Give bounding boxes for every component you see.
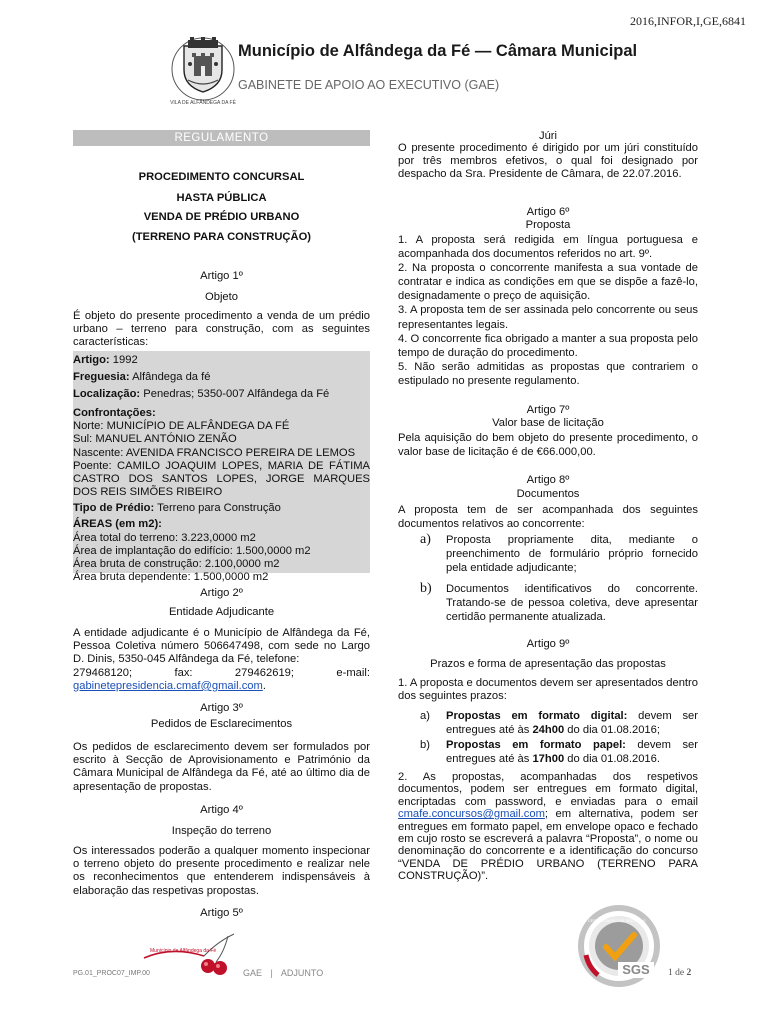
area-dependente: Área bruta dependente: 1.500,0000 m2 <box>73 571 269 584</box>
heading-hasta: HASTA PÚBLICA <box>176 192 267 204</box>
confrontacao-poente-1: Poente: CAMILO JOAQUIM LOPES, MARIA DE FÁTIMA <box>73 459 370 472</box>
article-8-item-a <box>420 533 698 575</box>
freguesia-value: Alfândega da fé <box>129 371 211 383</box>
item-9b-time: 17h00 <box>532 753 565 765</box>
item-9b-bold: Propostas em formato papel: <box>446 739 626 751</box>
confrontacao-poente-3: DOS REIS SIMÕES RIBEIRO <box>73 486 223 499</box>
area-construcao: Área bruta de construção: 2.100,0000 m2 <box>73 558 280 571</box>
freguesia-label: Freguesia: <box>73 371 130 383</box>
property-details <box>73 354 370 584</box>
article-2-body: A entidade adjudicante é o Município de Alfândega da Fé, Pessoa Coletiva número 506647498, com sede no Largo D. Dinis, 5350-045 Alfândega da Fé, telefone: <box>73 627 370 666</box>
area-total: Área total do terreno: 3.223,0000 m2 <box>73 531 256 544</box>
page-of: de <box>672 968 687 978</box>
item-b-label: b) <box>420 581 432 596</box>
item-9a-bold: Propostas em formato digital: <box>446 710 628 722</box>
concursos-email-link[interactable]: cmafe.concursos@gmail.com <box>398 808 545 821</box>
article-9-p2-part2: ; em alternativa, podem ser entregues em formato papel, em envelope opaco e fechado em cujo rosto se escreverá a palavra “Proposta”, o nome ou denominação do concorrente e a identificação do concurso “VENDA DE PRÉDIO URBANO (TERRENO PARA CONSTRUÇÃO)”. <box>398 808 698 883</box>
confrontacoes-label: Confrontações: <box>73 407 156 419</box>
sgs-logo: SGS <box>618 962 654 978</box>
certification-text: CERTIFICAÇÃO DE SISTEMAS <box>588 918 646 923</box>
article-6-p3: 3. A proposta tem de ser assinada pelo concorrente ou seus representantes legais. <box>398 304 698 331</box>
article-3-name: Pedidos de Esclarecimentos <box>150 718 293 730</box>
article-3-number: Artigo 3º <box>200 702 243 714</box>
artigo-label: Artigo: <box>73 354 110 366</box>
footer-municipality-logo <box>142 932 242 978</box>
article-7-number: Artigo 7º <box>526 404 570 416</box>
article-6-p4: 4. O concorrente fica obrigado a manter a sua proposta pelo tempo de duração do procedimento. <box>398 332 698 359</box>
item-9b-label: b) <box>420 739 430 751</box>
footer-department <box>243 968 323 978</box>
heading-venda: VENDA DE PRÉDIO URBANO <box>143 211 300 223</box>
article-9-item-b <box>420 738 698 766</box>
area-implantacao: Área de implantação do edifício: 1.500,0000 m2 <box>73 544 311 557</box>
article-6-p2: 2. Na proposta o concorrente manifesta a sua vontade de contratar e indica as condições em que se dispõe a fazê-lo, designadamente o preço de aquisição. <box>398 262 698 303</box>
tipo-label: Tipo de Prédio: <box>73 502 155 515</box>
fax-label: fax: <box>174 666 193 679</box>
page-number: 1 <box>668 968 673 978</box>
article-5-number: Artigo 5º <box>200 907 243 919</box>
item-9a-time: 24h00 <box>532 724 565 736</box>
confrontacao-poente-2: CASTRO DOS SANTOS LOPES, JORGE MARQUES <box>73 473 370 486</box>
footer-logo-text: Município de Alfândega da Fé <box>150 948 217 954</box>
article-6-name: Proposta <box>525 219 571 231</box>
municipal-crest-logo <box>170 36 236 102</box>
phone-number: 279468120; <box>73 666 133 679</box>
document-reference: 2016,INFOR,I,GE,6841 <box>630 14 746 28</box>
confrontacao-norte: Norte: MUNICÍPIO DE ALFÂNDEGA DA FÉ <box>73 420 290 433</box>
article-9-name: Prazos e forma de apresentação das propostas <box>430 658 666 670</box>
confrontacao-nascente: Nascente: AVENIDA FRANCISCO PEREIRA DE LEMOS <box>73 446 356 459</box>
item-9a-text2: do dia 01.08.2016; <box>564 724 660 736</box>
page-total: 2 <box>686 968 692 978</box>
article-6-number: Artigo 6º <box>526 206 570 218</box>
tipo-value: Terreno para Construção <box>154 502 281 515</box>
item-b-text: Documentos identificativos do concorrente. Tratando-se de pessoa coletiva, deve apresentar certidão permanente atualizada. <box>446 583 698 623</box>
footer-gae: GAE <box>243 968 263 978</box>
item-a-label: a) <box>420 532 431 547</box>
email-period: . <box>262 679 266 692</box>
article-9-item-a <box>420 709 698 737</box>
crest-caption: VILA DE ALFÂNDEGA DA FÉ <box>170 100 236 106</box>
article-9-number: Artigo 9º <box>526 638 570 650</box>
article-8-number: Artigo 8º <box>526 474 570 486</box>
article-3-text: Os pedidos de esclarecimento devem ser formulados por escrito à Secção de Aprovisionamento e Património da Câmara Municipal de Alfândega da Fé, até ao último dia de apresentação de propostas. <box>73 741 370 793</box>
article-9-p1: 1. A proposta e documentos devem ser apresentados dentro dos seguintes prazos: <box>398 677 698 703</box>
heading-terreno: (TERRENO PARA CONSTRUÇÃO) <box>132 231 311 243</box>
juri-heading: Júri <box>538 130 558 142</box>
page-title: Município de Alfândega da Fé — Câmara Municipal <box>238 42 638 60</box>
article-4-number: Artigo 4º <box>200 804 243 816</box>
heading-procedimento: PROCEDIMENTO CONCURSAL <box>138 171 305 183</box>
item-9b-text1: devem ser entregues até às <box>446 739 698 765</box>
footer-document-code: PG.01_PROC07_IMP.00 <box>73 970 150 977</box>
localizacao-value: Penedras; 5350-007 Alfândega da Fé <box>140 388 330 400</box>
article-2-number: Artigo 2º <box>200 587 243 599</box>
article-1-name: Objeto <box>205 291 238 303</box>
fax-number: 279462619; <box>234 666 295 679</box>
article-8-text: A proposta tem de ser acompanhada dos seguintes documentos relativos ao concorrente: <box>398 504 698 530</box>
item-a-text: Proposta propriamente dita, mediante o preenchimento de formulário próprio fornecido pela entidade adjudicante; <box>446 534 698 574</box>
page-indicator <box>668 968 691 978</box>
article-4-name: Inspeção do terreno <box>171 825 272 837</box>
item-9b-text2: do dia 01.08.2016. <box>564 753 660 765</box>
juri-text: O presente procedimento é dirigido por um júri constituído por três membros efetivos, o qual foi designado por despacho da Sra. Presidente de Câmara, de 22.07.2016. <box>398 142 698 181</box>
article-7-text: Pela aquisição do bem objeto do presente procedimento, o valor base de licitação é de €66.000,00. <box>398 432 698 458</box>
article-1-text: É objeto do presente procedimento a venda de um prédio urbano – terreno para construção, com as seguintes características: <box>73 310 370 349</box>
article-2-name: Entidade Adjudicante <box>168 606 275 618</box>
article-4-text: Os interessados poderão a qualquer momento inspecionar o terreno objeto do presente procedimento e realizar nele os reconhecimentos que entenderem indispensáveis à elaboração das respetivas propostas. <box>73 845 370 897</box>
article-2-text <box>73 627 370 693</box>
item-9a-text1: devem ser entregues até às <box>446 710 698 736</box>
areas-label: ÁREAS (em m2): <box>73 518 162 531</box>
footer-adjunto: ADJUNTO <box>280 968 324 978</box>
article-1-number: Artigo 1º <box>200 270 243 282</box>
item-9a-label: a) <box>420 710 430 722</box>
artigo-value: 1992 <box>109 354 138 366</box>
presidency-email-link[interactable]: gabinetepresidencia.cmaf@gmail.com <box>73 679 263 692</box>
article-6-text <box>398 233 698 388</box>
confrontacao-sul: Sul: MANUEL ANTÓNIO ZENÃO <box>73 433 237 446</box>
email-label: e-mail: <box>336 666 370 679</box>
article-8-item-b <box>420 582 698 624</box>
page-subtitle: GABINETE DE APOIO AO EXECUTIVO (GAE) <box>238 78 500 92</box>
article-9-p2 <box>398 771 698 883</box>
localizacao-label: Localização: <box>73 388 141 400</box>
article-6-p5: 5. Não serão admitidas as propostas que contrariem o estipulado no presente regulamento. <box>398 360 698 387</box>
article-7-name: Valor base de licitação <box>492 417 604 429</box>
footer-separator: | <box>270 968 273 978</box>
article-9-p2-part1: 2. As propostas, acompanhadas dos respetivos documentos, podem ser entregues em formato digital, encriptadas com password, e enviadas para o email <box>398 771 698 808</box>
section-band-regulamento: REGULAMENTO <box>73 130 370 146</box>
article-6-p1: 1. A proposta será redigida em língua portuguesa e acompanhada dos documentos referidos no art. 9º. <box>398 234 698 261</box>
article-8-name: Documentos <box>516 488 580 500</box>
